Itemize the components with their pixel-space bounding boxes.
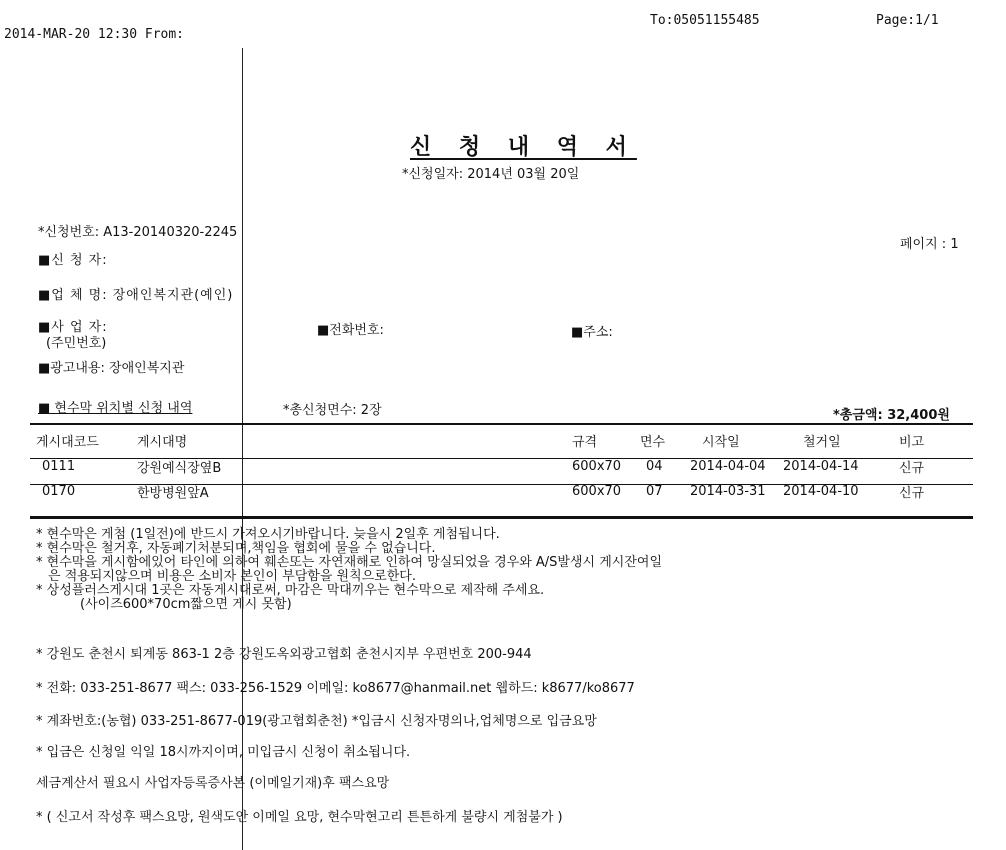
document-title: 신 청 내 역 서: [410, 135, 637, 160]
cell-size: 600x70: [572, 459, 622, 474]
final-instructions: * ( 신고서 작성후 팩스요망, 원색도안 이메일 요망, 현수막현고리 튼튼하게 불량시 게첨불가 ): [36, 810, 563, 825]
cell-size: 600x70: [572, 484, 622, 499]
tax-invoice-note: 세금계산서 필요시 사업자등록증사본 (이메일기재)후 팩스요망: [36, 776, 390, 791]
cell-removal-date: 2014-04-14: [783, 459, 859, 474]
fax-page-number: Page:1/1: [876, 13, 939, 28]
application-date: *신청일자: 2014년 03월 20일: [402, 167, 580, 182]
notice-line: * 상성플러스게시대 1곳은 자동게시대로써, 마감은 막대끼우는 현수막으로 제작해 주세요.: [36, 583, 545, 598]
column-header-start-date: 시작일: [702, 434, 740, 450]
notice-line: * 현수막은 철거후, 자동폐기처분되며,책임을 협회에 물을 수 없습니다.: [36, 541, 436, 556]
cell-sides: 07: [646, 484, 663, 499]
cell-start-date: 2014-04-04: [690, 459, 766, 474]
notice-line: * 현수막은 게첨 (1일전)에 반드시 가져오시기바랍니다. 늦을시 2일후 게첨됩니다.: [36, 527, 500, 542]
section-title: ■ 현수막 위치별 신청 내역: [38, 401, 193, 416]
column-header-remarks: 비고: [899, 434, 925, 450]
cell-sides: 04: [646, 459, 663, 474]
column-header-sides: 면수: [640, 434, 666, 450]
notice-line: 은 적용되지않으며 비용은 소비자 본인이 부담함을 원칙으로한다.: [48, 569, 416, 584]
business-owner-field: ■사 업 자:: [38, 320, 108, 335]
cell-code: 0170: [42, 484, 76, 499]
total-amount: *총금액: 32,400원: [833, 408, 950, 423]
application-table: [30, 426, 973, 504]
cell-removal-date: 2014-04-10: [783, 484, 859, 499]
column-header-name: 게시대명: [137, 434, 188, 450]
table-row: [30, 479, 973, 504]
table-top-rule: [30, 423, 973, 425]
bank-account-info: * 계좌번호:(농협) 033-251-8677-019(광고협회춘천) *입금시 신청자명의나,업체명으로 입금요망: [36, 714, 597, 729]
table-row: [30, 454, 973, 479]
notice-line: * 현수막을 게시함에있어 타인에 의하여 훼손또는 자연재해로 인하여 망실되었을 경우와 A/S발생시 게시잔여일: [36, 555, 663, 570]
table-bottom-rule: [30, 516, 973, 519]
column-header-code: 게시대코드: [36, 434, 99, 450]
resident-number-field: (주민번호): [46, 336, 107, 351]
page-label: 페이지 : 1: [900, 237, 959, 252]
cell-code: 0111: [42, 459, 76, 474]
contact-info: * 전화: 033-251-8677 팩스: 033-256-1529 이메일: ko8677@hanmail.net 웹하드: k8677/ko8677: [36, 681, 635, 696]
total-sides: *총신청면수: 2장: [283, 403, 382, 418]
cell-name: 한방병원앞A: [137, 486, 209, 501]
cell-remarks: 신규: [899, 461, 925, 476]
notice-line: (사이즈600*70cm짧으면 게시 못함): [80, 597, 292, 612]
application-number: *신청번호: A13-20140320-2245: [38, 225, 238, 240]
cell-name: 강원예식장옆B: [137, 461, 222, 476]
address-field: ■주소:: [571, 325, 613, 340]
column-header-removal-date: 철거일: [803, 434, 841, 450]
applicant-field: ■신 청 자:: [38, 253, 108, 268]
cell-start-date: 2014-03-31: [690, 484, 766, 499]
column-header-size: 규격: [572, 434, 598, 450]
business-name-field: ■업 체 명: 장애인복지관(예인): [38, 288, 234, 303]
ad-content-field: ■광고내용: 장애인복지관: [38, 361, 185, 376]
cell-remarks: 신규: [899, 486, 925, 501]
office-address: * 강원도 춘천시 퇴계동 863-1 2층 강원도옥외광고협회 춘천시지부 우편번호 200-944: [36, 647, 532, 662]
fax-timestamp-from: 2014-MAR-20 12:30 From:: [4, 27, 185, 42]
phone-field: ■전화번호:: [317, 323, 384, 338]
notice-block: [36, 528, 662, 612]
table-header-row: [30, 426, 973, 454]
fax-recipient: To:05051155485: [650, 13, 760, 28]
deposit-deadline: * 입금은 신청일 익일 18시까지이며, 미입금시 신청이 취소됩니다.: [36, 745, 411, 760]
